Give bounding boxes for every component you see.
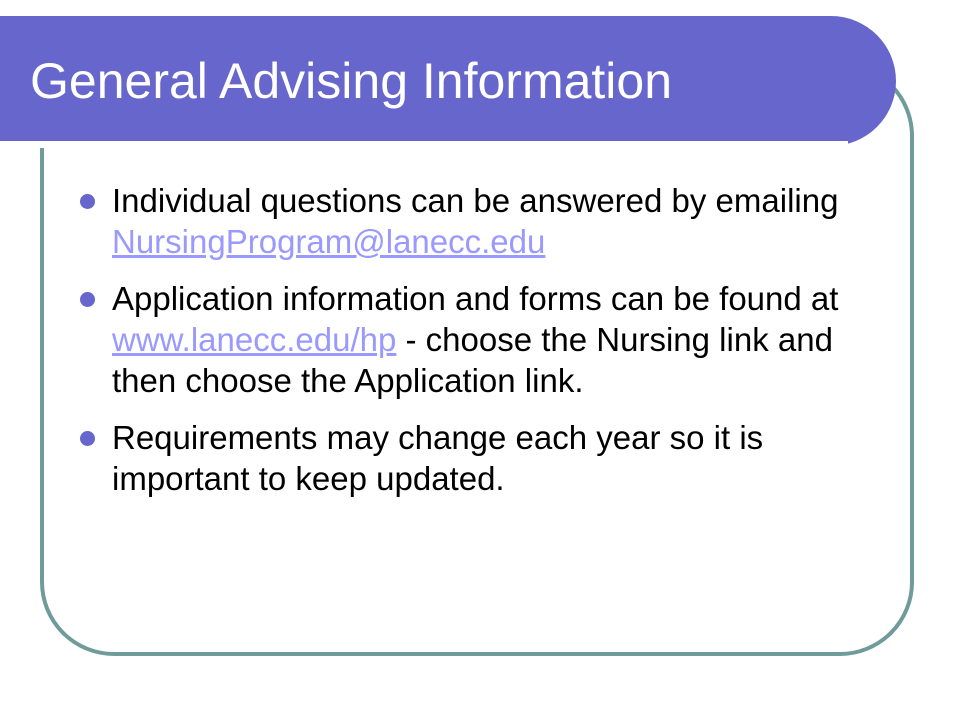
bullet-text: Application information and forms can be found at bbox=[112, 280, 839, 317]
bullet-text-after: - choose the Nursing link and then choose the Application link. bbox=[112, 321, 833, 399]
website-link[interactable]: www.lanecc.edu/hp bbox=[112, 321, 397, 358]
bullet-item-requirements bbox=[80, 417, 880, 499]
bullet-dot-icon bbox=[80, 194, 95, 209]
bullet-dot-icon bbox=[80, 431, 95, 446]
bullet-dot-icon bbox=[80, 292, 95, 307]
title-underline bbox=[0, 141, 848, 148]
bullet-text: Requirements may change each year so it is important to keep updated. bbox=[112, 419, 764, 497]
email-link[interactable]: NursingProgram@lanecc.edu bbox=[112, 223, 546, 260]
bullet-item-application bbox=[80, 278, 880, 401]
bullet-text: Individual questions can be answered by emailing bbox=[112, 182, 839, 219]
slide-title: General Advising Information bbox=[30, 53, 673, 109]
bullet-list bbox=[80, 180, 880, 515]
title-bar bbox=[0, 16, 896, 146]
bullet-item-email bbox=[80, 180, 880, 262]
